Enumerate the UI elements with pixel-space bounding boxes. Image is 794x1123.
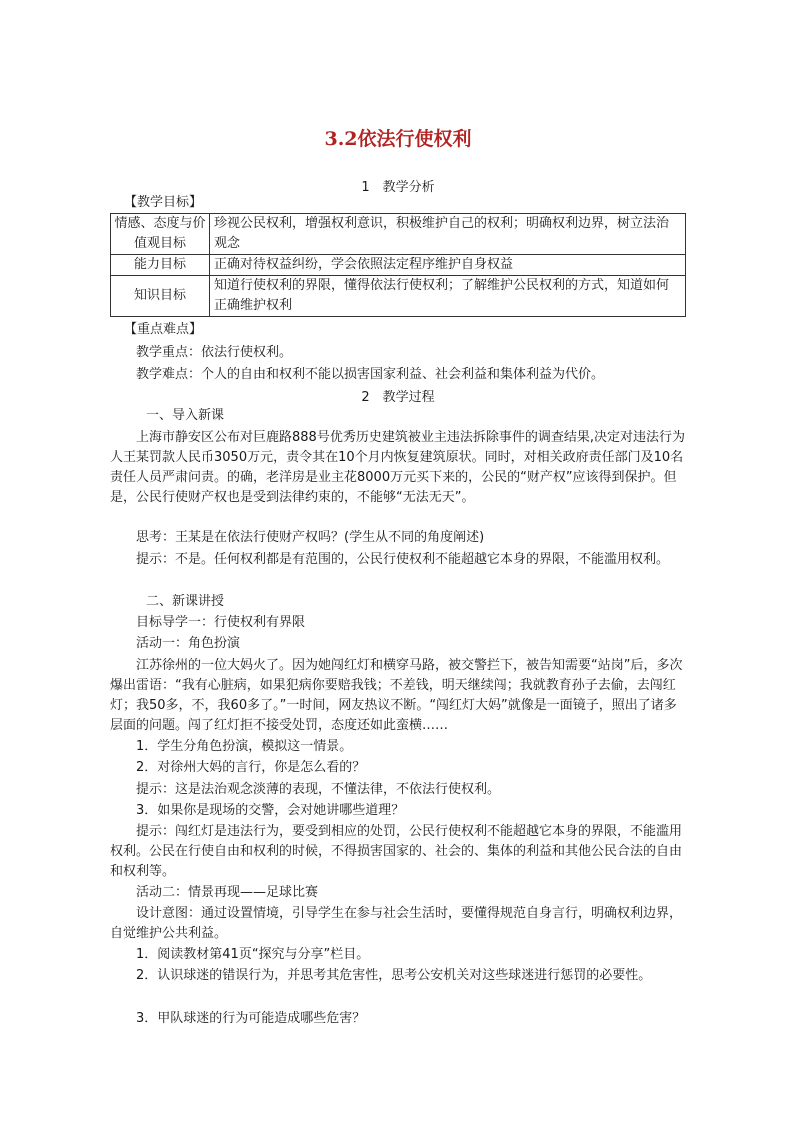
question-item: 1．学生分角色扮演，模拟这一情景。 <box>136 739 353 754</box>
keypoints-heading: 【重点难点】 <box>124 322 203 337</box>
activity-item: 3．甲队球迷的行为可能造成哪些危害？ <box>136 1011 366 1026</box>
activity-item: 2．认识球迷的错误行为，并思考其危害性，思考公安机关对这些球迷进行惩罚的必要性。 <box>136 968 652 983</box>
question-item: 3．如果你是现场的交警，会对她讲哪些道理？ <box>136 803 405 818</box>
document-title: 3.2依法行使权利 <box>324 128 472 150</box>
section-heading-process: 2 教学过程 <box>361 390 435 405</box>
think-question: 思考：王某是在依法行使财产权吗？(学生从不同的角度阐述) <box>136 530 485 545</box>
goal-key: 能力目标 <box>111 255 210 276</box>
section-heading-analysis: 1 教学分析 <box>361 180 435 195</box>
intro-paragraph: 上海市静安区公布对巨鹿路888号优秀历史建筑被业主违法拆除事件的调查结果,决定对违法行为人王某罚款人民币3050万元，责令其在10个月内恢复建筑原状。同时，对相关政府责任部门及10名责任人员严肃问责。的确，老洋房是业主花8000万元买下来的，公民的“财产权”应该得到保护。但是，公民行使财产权也是受到法律约束的，不能够“无法无天”。 <box>110 430 685 505</box>
question-item: 2．对徐州大妈的言行，你是怎么看的？ <box>136 760 366 775</box>
hint-paragraph: 提示：这是法治观念淡薄的表现，不懂法律，不依法行使权利。 <box>136 782 501 797</box>
goal-value: 知道行使权利的界限，懂得依法行使权利；了解维护公民权利的方式，知道如何正确维护权利 <box>210 276 686 317</box>
part2-title: 二、新课讲授 <box>146 594 225 609</box>
teaching-goals-table <box>110 213 686 317</box>
activity-title: 活动一：角色扮演 <box>136 636 241 651</box>
hint-paragraph: 提示：不是。任何权利都是有范围的，公民行使权利不能超越它本身的界限，不能滥用权利。 <box>136 552 670 567</box>
goals-heading: 【教学目标】 <box>124 195 203 210</box>
difficult-point: 教学难点：个人的自由和权利不能以损害国家利益、社会利益和集体利益为代价。 <box>136 367 605 382</box>
story-paragraph: 江苏徐州的一位大妈火了。因为她闯红灯和横穿马路，被交警拦下，被告知需要“站岗”后，多次爆出雷语：“我有心脏病，如果犯病你要赔我钱；不差钱，明天继续闯；我就教育孙子去偷，去闯红灯；我50多，不，我60多了。”一时间，网友热议不断。“闯红灯大妈”就像是一面镜子，照出了诸多层面的问题。闯了红灯拒不接受处罚，态度还如此蛮横…… <box>110 658 683 733</box>
goal-key: 知识目标 <box>111 276 210 317</box>
activity-item: 1．阅读教材第41页“探究与分享”栏目。 <box>136 947 370 962</box>
design-paragraph: 设计意图：通过设置情境，引导学生在参与社会生活时，要懂得规范自身言行，明确权利边界，自觉维护公共利益。 <box>110 906 683 941</box>
goal-key: 情感、态度与价值观目标 <box>111 214 210 255</box>
hint-paragraph: 提示：闯红灯是违法行为，要受到相应的处罚，公民行使权利不能超越它本身的界限，不能滥用权利。公民在行使自由和权利的时候，不得损害国家的、社会的、集体的利益和其他公民合法的自由和权利等。 <box>110 824 683 879</box>
part1-title: 一、导入新课 <box>146 408 225 423</box>
key-point: 教学重点：依法行使权利。 <box>136 345 293 360</box>
table-row <box>111 276 686 317</box>
activity-title: 活动二：情景再现——足球比赛 <box>136 885 319 900</box>
goal-value: 珍视公民权利，增强权利意识，积极维护自己的权利；明确权利边界，树立法治观念 <box>210 214 686 255</box>
goal-value: 正确对待权益纠纷，学会依照法定程序维护自身权益 <box>210 255 686 276</box>
table-row <box>111 255 686 276</box>
table-row <box>111 214 686 255</box>
target-title: 目标导学一：行使权利有界限 <box>136 615 306 630</box>
